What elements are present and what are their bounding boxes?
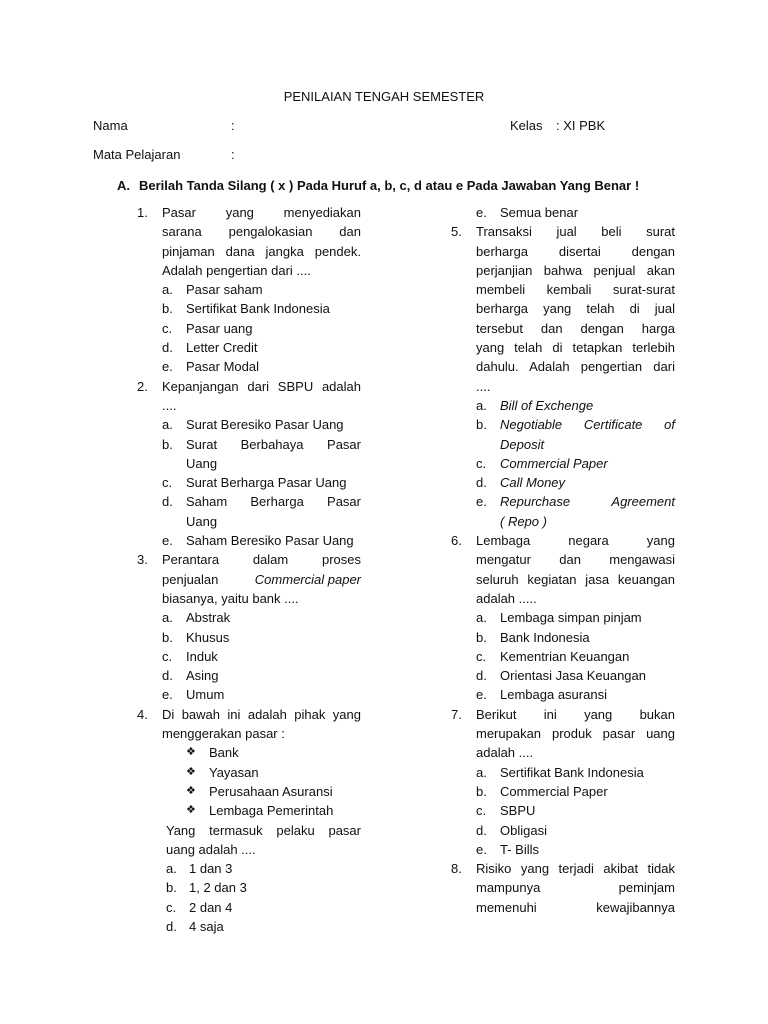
option-item[interactable]	[451, 492, 675, 511]
option-item[interactable]	[451, 396, 675, 415]
option-text: Obligasi	[500, 822, 547, 838]
option-text-cont: Uang	[186, 513, 218, 529]
option-letter: b.	[476, 783, 487, 799]
diamond-bullet-icon: ❖	[186, 804, 196, 817]
option-text: Pasar Modal	[186, 359, 259, 375]
bullet-item	[137, 801, 361, 820]
option-text: Negotiable Certificate of	[500, 417, 675, 433]
option-text: Orientasi Jasa Keuangan	[500, 668, 646, 684]
question-text-line: ....	[162, 397, 177, 413]
question-note-line: Yang termasuk pelaku pasar	[166, 822, 361, 838]
option-text: Commercial Paper	[500, 783, 608, 799]
diamond-bullet-icon: ❖	[186, 765, 196, 778]
option-item[interactable]	[137, 628, 361, 647]
option-item[interactable]	[137, 492, 361, 511]
option-text: Asing	[186, 668, 219, 684]
option-item[interactable]	[137, 647, 361, 666]
question-7	[451, 705, 675, 724]
option-letter: e.	[476, 205, 487, 220]
option-text: Surat Berbahaya Pasar	[186, 436, 361, 452]
option-text-cont: Uang	[186, 455, 218, 471]
question-text-line: Perantara dalam proses	[162, 552, 361, 568]
option-text: Sertifikat Bank Indonesia	[186, 301, 330, 317]
question-text-line: membeli kembali surat-surat	[476, 282, 675, 298]
question-text-line: menggerakan pasar :	[162, 726, 285, 742]
option-text: Induk	[186, 648, 218, 664]
option-item[interactable]	[137, 666, 361, 685]
option-letter: d.	[162, 668, 173, 684]
question-text-line: dahulu. Adalah pengertian dari	[476, 359, 675, 375]
option-text: Lembaga simpan pinjam	[500, 610, 642, 626]
option-item[interactable]	[451, 608, 675, 627]
question-text-line: tersebut dan dengan harga	[476, 320, 675, 336]
question-8	[451, 859, 675, 878]
question-1	[137, 203, 361, 222]
option-text: Letter Credit	[186, 340, 258, 356]
option-item[interactable]	[451, 415, 675, 434]
option-letter: a.	[162, 610, 173, 626]
option-letter: c.	[476, 648, 487, 664]
question-4	[137, 705, 361, 724]
option-text: Khusus	[186, 629, 230, 645]
question-number: 5.	[451, 224, 462, 240]
option-item[interactable]	[137, 685, 361, 704]
option-item[interactable]	[451, 763, 675, 782]
question-5	[451, 222, 675, 241]
option-item[interactable]	[451, 821, 675, 840]
option-letter: d.	[162, 494, 173, 510]
option-item[interactable]	[137, 531, 361, 550]
section-letter: A.	[117, 178, 130, 193]
option-item[interactable]	[451, 454, 675, 473]
option-letter: d.	[476, 822, 487, 838]
option-letter: e.	[162, 533, 173, 549]
section-instruction	[117, 178, 639, 193]
question-number: 3.	[137, 552, 148, 568]
question-text-line: perjanjian bahwa penjual akan	[476, 262, 675, 278]
option-letter: c.	[162, 648, 173, 664]
option-letter: e.	[162, 359, 173, 375]
option-text: 2 dan 4	[189, 899, 233, 915]
question-text-line: mampunya peminjam	[476, 880, 675, 896]
nama-colon: :	[231, 118, 235, 133]
option-text: Surat Beresiko Pasar Uang	[186, 417, 344, 433]
option-letter: e.	[162, 687, 173, 703]
option-item[interactable]	[137, 917, 361, 936]
option-item[interactable]	[137, 859, 361, 878]
question-text-line: yang telah di tetapkan terlebih	[476, 340, 675, 356]
option-letter: c.	[162, 320, 173, 336]
option-item[interactable]	[137, 415, 361, 434]
question-text-line: ....	[476, 378, 491, 394]
option-text: T- Bills	[500, 841, 539, 857]
option-letter: e.	[476, 494, 487, 510]
question-text-line: Di bawah ini adalah pihak yang	[162, 706, 361, 722]
question-text-line: Berikut ini yang bukan	[476, 706, 675, 722]
option-text: Bank Indonesia	[500, 629, 590, 645]
option-item[interactable]	[137, 299, 361, 318]
option-text: 1, 2 dan 3	[189, 880, 247, 896]
option-text-cont: Deposit	[500, 436, 545, 452]
kelas-label: Kelas	[510, 118, 543, 133]
question-text-line: Lembaga negara yang	[476, 533, 675, 549]
option-letter: d.	[476, 668, 487, 684]
question-text-line: memenuhi kewajibannya	[476, 899, 675, 915]
option-item[interactable]	[137, 878, 361, 897]
option-letter: c.	[166, 899, 177, 915]
option-letter: b.	[162, 629, 173, 645]
option-letter: c.	[476, 455, 487, 471]
section-instruction-text: Berilah Tanda Silang ( x ) Pada Huruf a, b, c, d atau e Pada Jawaban Yang Benar !	[139, 178, 640, 193]
bullet-text: Lembaga Pemerintah	[209, 803, 334, 819]
option-item[interactable]	[137, 280, 361, 299]
question-text-line: biasanya, yaitu bank ....	[162, 590, 299, 606]
option-letter: a.	[162, 417, 173, 433]
option-text: Pasar saham	[186, 282, 263, 298]
option-item[interactable]	[137, 608, 361, 627]
question-text-line: Adalah pengertian dari ....	[162, 262, 311, 278]
bullet-item	[137, 763, 361, 782]
option-letter: c.	[476, 803, 487, 819]
option-item[interactable]	[137, 473, 361, 492]
option-text: Commercial Paper	[500, 455, 608, 471]
option-text: Call Money	[500, 475, 566, 491]
option-item[interactable]	[137, 338, 361, 357]
option-item[interactable]	[451, 647, 675, 666]
question-text-line: mengatur dan mengawasi	[476, 552, 675, 568]
question-text-line: pinjaman dana jangka pendek.	[162, 243, 361, 259]
option-item[interactable]	[451, 840, 675, 859]
diamond-bullet-icon: ❖	[186, 784, 196, 797]
question-text-line: Transaksi jual beli surat	[476, 224, 675, 240]
option-item[interactable]	[451, 782, 675, 801]
option-text: Umum	[186, 687, 225, 703]
diamond-bullet-icon: ❖	[186, 746, 196, 759]
option-letter: b.	[476, 417, 487, 433]
option-item[interactable]	[137, 898, 361, 917]
question-note-line: uang adalah ....	[166, 841, 256, 857]
question-text-line: merupakan produk pasar uang	[476, 726, 675, 742]
option-letter: a.	[476, 397, 487, 413]
question-number: 2.	[137, 378, 148, 394]
option-item[interactable]	[451, 801, 675, 820]
option-letter: b.	[476, 629, 487, 645]
option-text-cont: ( Repo )	[500, 513, 547, 529]
question-text-line: adalah .....	[476, 590, 537, 606]
option-letter: d.	[162, 340, 173, 356]
left-column	[137, 203, 361, 936]
mapel-colon: :	[231, 147, 235, 162]
option-text: SBPU	[500, 803, 536, 819]
option-text: Semua benar	[500, 205, 579, 220]
option-letter: a.	[166, 861, 177, 877]
question-text-line: berharga yang telah di jual	[476, 301, 675, 317]
option-letter: d.	[166, 918, 177, 934]
option-letter: b.	[162, 301, 173, 317]
bullet-text: Bank	[209, 745, 239, 761]
option-text: Sertifikat Bank Indonesia	[500, 764, 644, 780]
mapel-label: Mata Pelajaran	[93, 147, 181, 162]
option-text: Surat Berharga Pasar Uang	[186, 475, 347, 491]
bullet-text: Perusahaan Asuransi	[209, 783, 333, 799]
question-text-italic: Commercial paper	[254, 571, 361, 587]
question-3	[137, 550, 361, 569]
option-item[interactable]	[451, 473, 675, 492]
question-number: 4.	[137, 706, 148, 722]
kelas-value: : XI PBK	[556, 118, 606, 133]
option-text: Bill of Exchenge	[500, 397, 594, 413]
option-text: Saham Berharga Pasar	[186, 494, 361, 510]
question-number: 1.	[137, 205, 148, 220]
question-text-line: sarana pengalokasian dan	[162, 224, 361, 240]
option-letter: e.	[476, 841, 487, 857]
question-number: 7.	[451, 706, 462, 722]
option-item[interactable]	[451, 666, 675, 685]
question-number: 8.	[451, 861, 462, 877]
option-letter: b.	[162, 436, 173, 452]
question-number: 6.	[451, 533, 462, 549]
option-letter: d.	[476, 475, 487, 491]
question-text-line: adalah ....	[476, 745, 534, 761]
option-item[interactable]	[137, 435, 361, 454]
option-item[interactable]	[451, 628, 675, 647]
option-letter: e.	[476, 687, 487, 703]
option-item[interactable]	[451, 203, 675, 222]
option-text: Saham Beresiko Pasar Uang	[186, 533, 354, 549]
question-text-line: berharga disertai dengan	[476, 243, 675, 259]
option-item[interactable]	[451, 685, 675, 704]
question-text-line: seluruh kegiatan jasa keuangan	[476, 571, 675, 587]
option-text: Kementrian Keuangan	[500, 648, 630, 664]
right-column	[451, 203, 675, 917]
option-letter: a.	[476, 610, 487, 626]
bullet-item	[137, 743, 361, 762]
option-text: Repurchase Agreement	[500, 494, 675, 510]
bullet-text: Yayasan	[209, 764, 259, 780]
option-letter: a.	[162, 282, 173, 298]
option-item[interactable]	[137, 319, 361, 338]
option-text: 1 dan 3	[189, 861, 233, 877]
option-letter: b.	[166, 880, 177, 896]
option-text: Abstrak	[186, 610, 231, 626]
question-text-line: Risiko yang terjadi akibat tidak	[476, 861, 675, 877]
question-text-line: Kepanjangan dari SBPU adalah	[162, 378, 361, 394]
option-item[interactable]	[137, 357, 361, 376]
option-letter: c.	[162, 475, 173, 491]
option-text: 4 saja	[189, 918, 224, 934]
option-text: Pasar uang	[186, 320, 253, 336]
question-2	[137, 377, 361, 396]
bullet-item	[137, 782, 361, 801]
option-text: Lembaga asuransi	[500, 687, 607, 703]
question-text-line	[162, 570, 361, 589]
question-6	[451, 531, 675, 550]
option-letter: a.	[476, 764, 487, 780]
question-text-line: Pasar yang menyediakan	[162, 205, 361, 220]
page-title: PENILAIAN TENGAH SEMESTER	[283, 89, 485, 104]
nama-label: Nama	[93, 118, 128, 133]
question-text-plain: penjualan	[162, 571, 219, 587]
